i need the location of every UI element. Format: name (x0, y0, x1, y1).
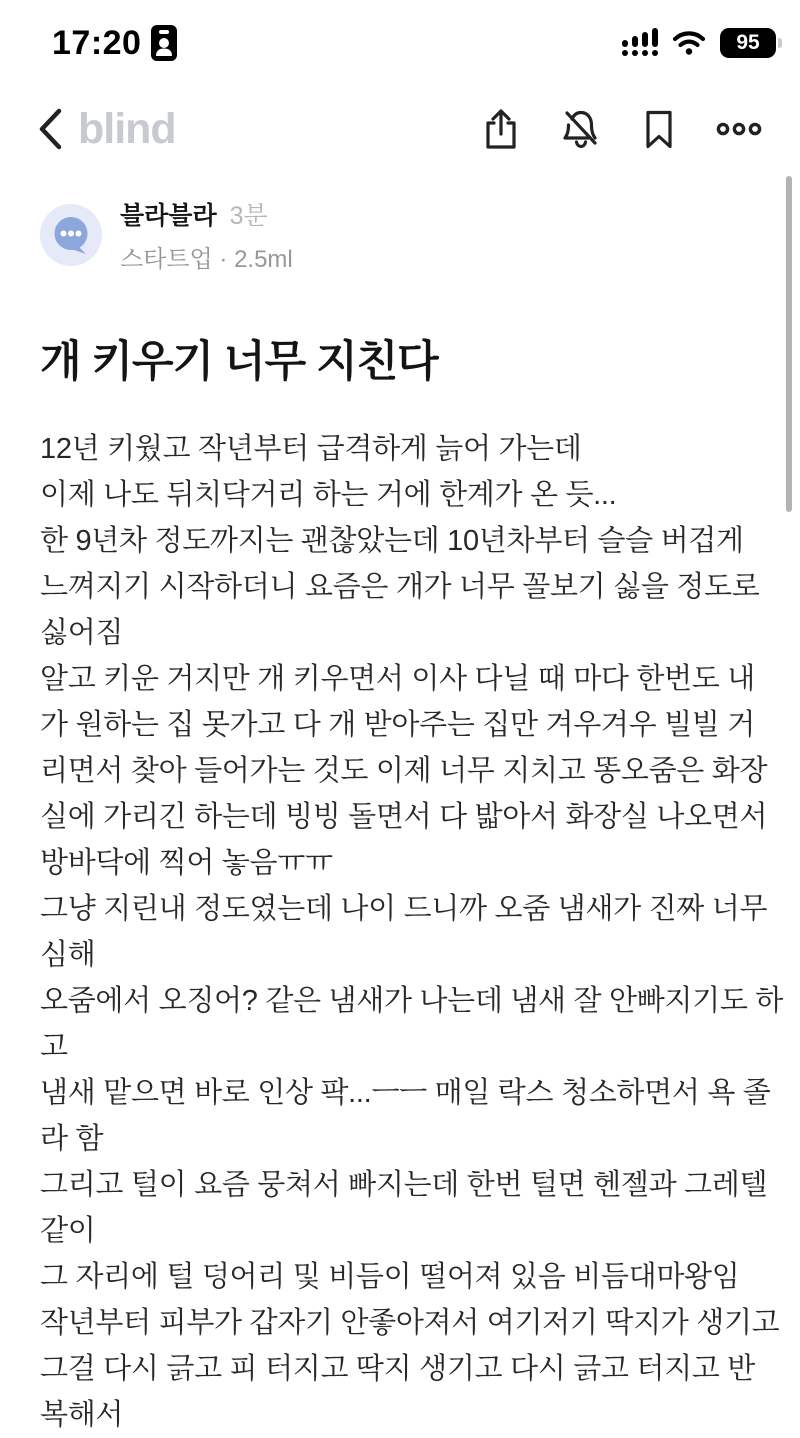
cellular-signal-icon (622, 30, 658, 56)
status-bar-left (52, 24, 177, 63)
post-body-line: 같이 (40, 1215, 96, 1247)
post-body-line: 그걸 다시 긁고 피 터지고 딱지 생기고 다시 긁고 터지고 반 (40, 1353, 755, 1385)
author-meta: 스타트업 · 2.5ml (120, 246, 293, 273)
post-header-text (120, 196, 293, 274)
wifi-icon (672, 30, 706, 56)
post-body-line: 그 자리에 털 덩어리 및 비듬이 떨어져 있음 비듬대마왕임 (40, 1261, 740, 1293)
id-badge-icon (151, 25, 177, 61)
status-bar-right (622, 28, 776, 58)
post-body-line: 그리고 털이 요즘 뭉쳐서 빠지는데 한번 털면 헨젤과 그레텔 (40, 1169, 768, 1201)
more-button[interactable] (716, 121, 762, 137)
author-name[interactable]: 블라블라 (120, 202, 217, 230)
post-body-line: 라 함 (40, 1123, 104, 1155)
post-body-line: 방바닥에 찍어 놓음ㅠㅠ (40, 847, 333, 879)
battery-tip (778, 38, 782, 48)
post-body-line: 오줌에서 오징어? 같은 냄새가 나는데 냄새 잘 안빠지기도 하 (40, 985, 784, 1017)
post-body-line: 작년부터 피부가 갑자기 안좋아져서 여기저기 딱지가 생기고 (40, 1307, 780, 1339)
bookmark-icon (643, 108, 675, 150)
post-body-line: 실에 가리긴 하는데 빙빙 돌면서 다 밟아서 화장실 나오면서 (40, 801, 768, 833)
post-body-line: 가 원하는 집 못가고 다 개 받아주는 집만 겨우겨우 빌빌 거 (40, 709, 755, 741)
scrollbar-thumb[interactable] (786, 176, 792, 512)
post-body (40, 426, 784, 1438)
battery-icon (720, 28, 776, 58)
posted-time: 3분 (229, 202, 268, 230)
post-body-line: 한 9년차 정도까지는 괜찮았는데 10년차부터 슬슬 버겁게 (40, 525, 744, 557)
post-body-line: 싫어짐 (40, 617, 124, 649)
notifications-off-button[interactable] (560, 108, 602, 150)
post-title: 개 키우기 너무 지친다 (40, 338, 438, 386)
post-body-line: 느껴지기 시작하더니 요즘은 개가 너무 꼴보기 싫을 정도로 (40, 571, 760, 603)
post-body-line: 냄새 맡으면 바로 인상 팍...ㅡㅡ 매일 락스 청소하면서 욕 졸 (40, 1077, 771, 1109)
bell-off-icon (560, 108, 602, 150)
post-body-line: 리면서 찾아 들어가는 것도 이제 너무 지치고 똥오줌은 화장 (40, 755, 768, 787)
avatar[interactable] (40, 204, 102, 266)
nav-actions (483, 108, 762, 150)
share-button[interactable] (483, 108, 519, 150)
blind-logo[interactable]: blind (78, 104, 176, 153)
nav-left (38, 105, 176, 154)
share-icon (483, 108, 519, 150)
more-icon (716, 121, 762, 137)
nav-bar (0, 94, 800, 164)
post-header (40, 196, 760, 274)
chevron-left-icon (38, 107, 64, 151)
clock: 17:20 (52, 23, 142, 62)
status-bar (0, 0, 800, 72)
post-body-line: 알고 키운 거지만 개 키우면서 이사 다닐 때 마다 한번도 내 (40, 663, 755, 695)
post-body-line: 고 (40, 1031, 68, 1063)
back-button[interactable] (38, 107, 64, 151)
post-body-line: 복해서 (40, 1399, 124, 1431)
post-body-line: 12년 키웠고 작년부터 급격하게 늙어 가는데 (40, 433, 582, 465)
bookmark-button[interactable] (643, 108, 675, 150)
post-body-line: 심해 (40, 939, 96, 971)
post-body-line: 그냥 지린내 정도였는데 나이 드니까 오줌 냄새가 진짜 너무 (40, 893, 768, 925)
battery-percent: 95 (736, 31, 760, 54)
post-body-line: 이제 나도 뒤치닥거리 하는 거에 한계가 온 듯... (40, 479, 617, 511)
